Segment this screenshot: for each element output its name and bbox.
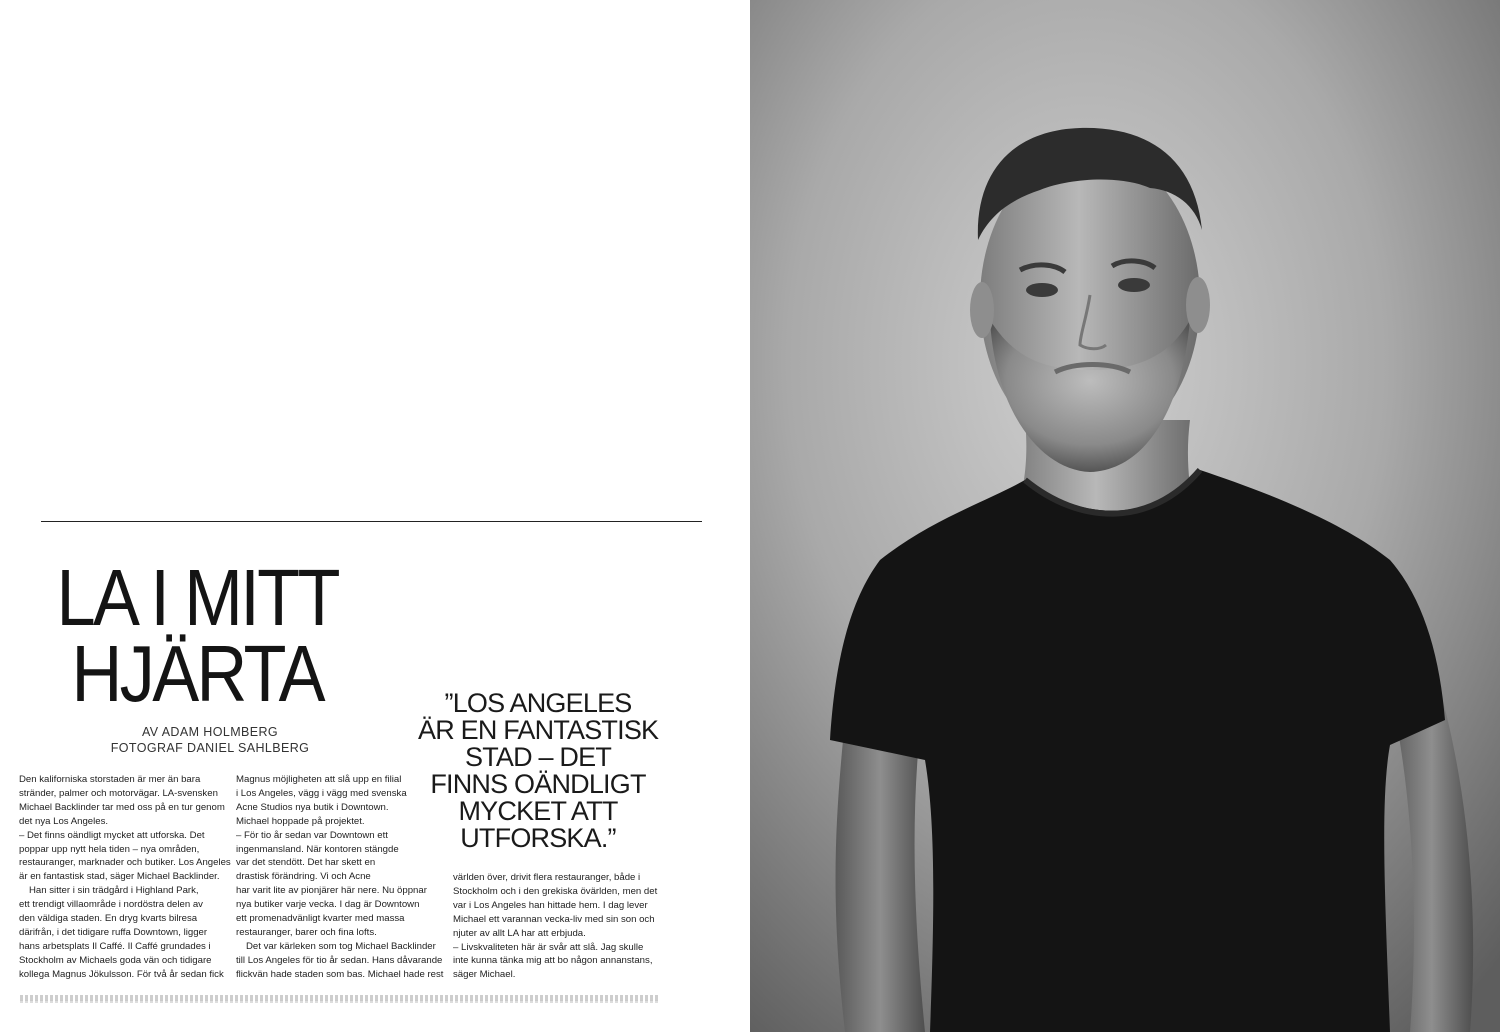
body-line: Han sitter i sin trädgård i Highland Park, [29,885,199,897]
body-line: Michael Backlinder tar med oss på en tur genom [19,801,225,813]
pull-quote-line: UTFORSKA.” [460,823,616,853]
body-line: – Livskvaliteten här är svår att slå. Jag skulle [453,941,644,953]
body-line: inte kunna tänka mig att bo någon annanstans, [453,955,653,967]
portrait-illustration [750,0,1500,1032]
pull-quote-line: ”LOS ANGELES [444,688,632,718]
body-line: var det stendött. Det har skett en [236,857,376,869]
pull-quote [418,690,658,852]
body-line: världen över, drivit flera restauranger, både i [453,872,641,883]
body-line: – För tio år sedan var Downtown ett [236,829,388,841]
body-line: – Det finns oändligt mycket att utforska. Det [19,829,205,841]
body-line: njuter av allt LA har att erbjuda. [453,927,586,939]
body-line: Acne Studios nya butik i Downtown. [236,801,389,813]
article-headline [52,553,342,718]
body-line: till Los Angeles för tio år sedan. Hans dåvarande [236,954,443,966]
body-line: är en fantastisk stad, säger Michael Backlinder. [19,871,220,883]
pull-quote-line: FINNS OÄNDLIGT [430,769,646,799]
body-line: Den kaliforniska storstaden är mer än bara [19,774,201,785]
body-line: Det var kärleken som tog Michael Backlinder [246,940,436,952]
body-line: kollega Magnus Jökulsson. För två år sedan fick [19,968,224,980]
byline [60,724,360,756]
body-line: i Los Angeles, vägg i vägg med svenska [236,787,407,799]
body-line: poppar upp nytt hela tiden – nya områden, [19,843,200,855]
body-line: det nya Los Angeles. [19,815,109,827]
body-column-1 [19,773,231,982]
body-line: drastisk förändring. Vi och Acne [236,871,371,883]
top-rule [41,521,702,522]
body-line: Stockholm av Michaels goda vän och tidigare [19,954,212,966]
byline-photographer: FOTOGRAF DANIEL SAHLBERG [110,741,310,755]
body-line: den väldiga staden. En dryg kvarts bilresa [19,913,198,925]
pull-quote-line: STAD – DET [464,742,612,772]
pull-quote-line: MYCKET ATT [458,796,618,826]
body-line: var i Los Angeles han hittade hem. I dag lever [453,899,648,911]
headline-line-1: LA I MITT [56,553,338,642]
body-line: Stockholm och i den grekiska övärlden, men det [453,885,658,897]
body-line: säger Michael. [453,969,516,981]
body-line: har varit lite av pionjärer här nere. Nu öppnar [236,885,427,897]
body-line: restauranger, barer och fina lofts. [236,926,377,938]
body-line: ett trendigt villaområde i nordöstra delen av [19,899,203,911]
body-line: nya butiker varje vecka. I dag är Downtown [236,899,420,911]
body-line: flickvän hade staden som bas. Michael hade rest [236,968,444,980]
body-line: Michael hoppade på projektet. [236,815,365,827]
body-line: restauranger, marknader och butiker. Los Angeles [19,857,231,869]
body-line: ingenmansland. När kontoren stängde [236,843,399,855]
body-column-2 [236,773,444,982]
body-line: därifrån, i det tidigare ruffa Downtown, ligger [19,926,208,938]
byline-author: AV ADAM HOLMBERG [141,725,279,739]
headline-line-2: HJÄRTA [71,629,323,718]
pull-quote-line: ÄR EN FANTASTISK [418,715,659,745]
body-line: Michael ett varannan vecka-liv med sin son och [453,913,655,925]
portrait-photo [750,0,1500,1032]
body-column-3 [453,871,658,982]
body-line: hans arbetsplats Il Caffé. Il Caffé grundades i [19,940,211,952]
body-line: ett promenadvänligt kvarter med massa [236,913,405,925]
body-line: Magnus möjligheten att slå upp en filial [236,774,402,785]
footer-decor-strip [20,1000,658,1003]
body-line: stränder, palmer och motorvägar. LA-svensken [19,787,218,799]
